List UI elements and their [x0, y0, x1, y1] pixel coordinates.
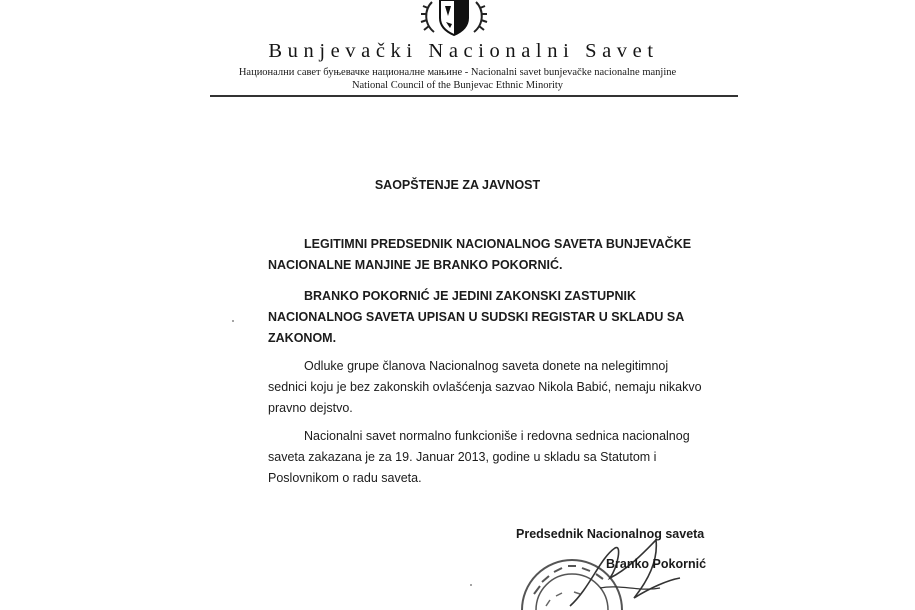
paragraph-legal-representative: BRANKO POKORNIĆ JE JEDINI ZAKONSKI ZASTUPNIK NACIONALNOG SAVETA UPISAN U SUDSKI REGISTAR U SKLADU SA ZAKONOM. [268, 289, 684, 345]
organization-subtitle-english: National Council of the Bunjevac Ethnic Minority [351, 80, 564, 91]
header-divider [210, 95, 738, 97]
scan-speck [232, 320, 234, 322]
paragraph-council-session: Nacionalni savet normalno funkcioniše i redovna sednica nacionalnog saveta zakazana je za 19. Januar 2013, godine u skladu sa Statutom i Poslovnikom o radu saveta. [268, 429, 690, 485]
document-title: SAOPŠTENJE ZA JAVNOST [374, 178, 541, 192]
scan-speck [470, 584, 472, 586]
coat-of-arms-emblem-icon [418, 0, 490, 38]
paragraph-legitimate-president: LEGITIMNI PREDSEDNIK NACIONALNOG SAVETA BUNJEVAČKE NACIONALNE MANJINE JE BRANKO POKORNIĆ. [268, 237, 692, 272]
signatory-name: Branko Pokornić [606, 557, 707, 571]
paragraph-decisions-invalid: Odluke grupe članova Nacionalnog saveta donete na nelegitimnoj sednici koju je bez zakonskih ovlašćenja sazvao Nikola Babić, nemaju nikakvo pravno dejstvo. [268, 359, 702, 415]
organization-subtitle: Национални савет буњевачке националне мањине - Nacionalni savet bunjevačke nacionalne manjine [238, 67, 677, 78]
signatory-title: Predsednik Nacionalnog saveta [516, 527, 705, 541]
organization-name: Bunjevački Nacionalni Savet [268, 40, 659, 62]
